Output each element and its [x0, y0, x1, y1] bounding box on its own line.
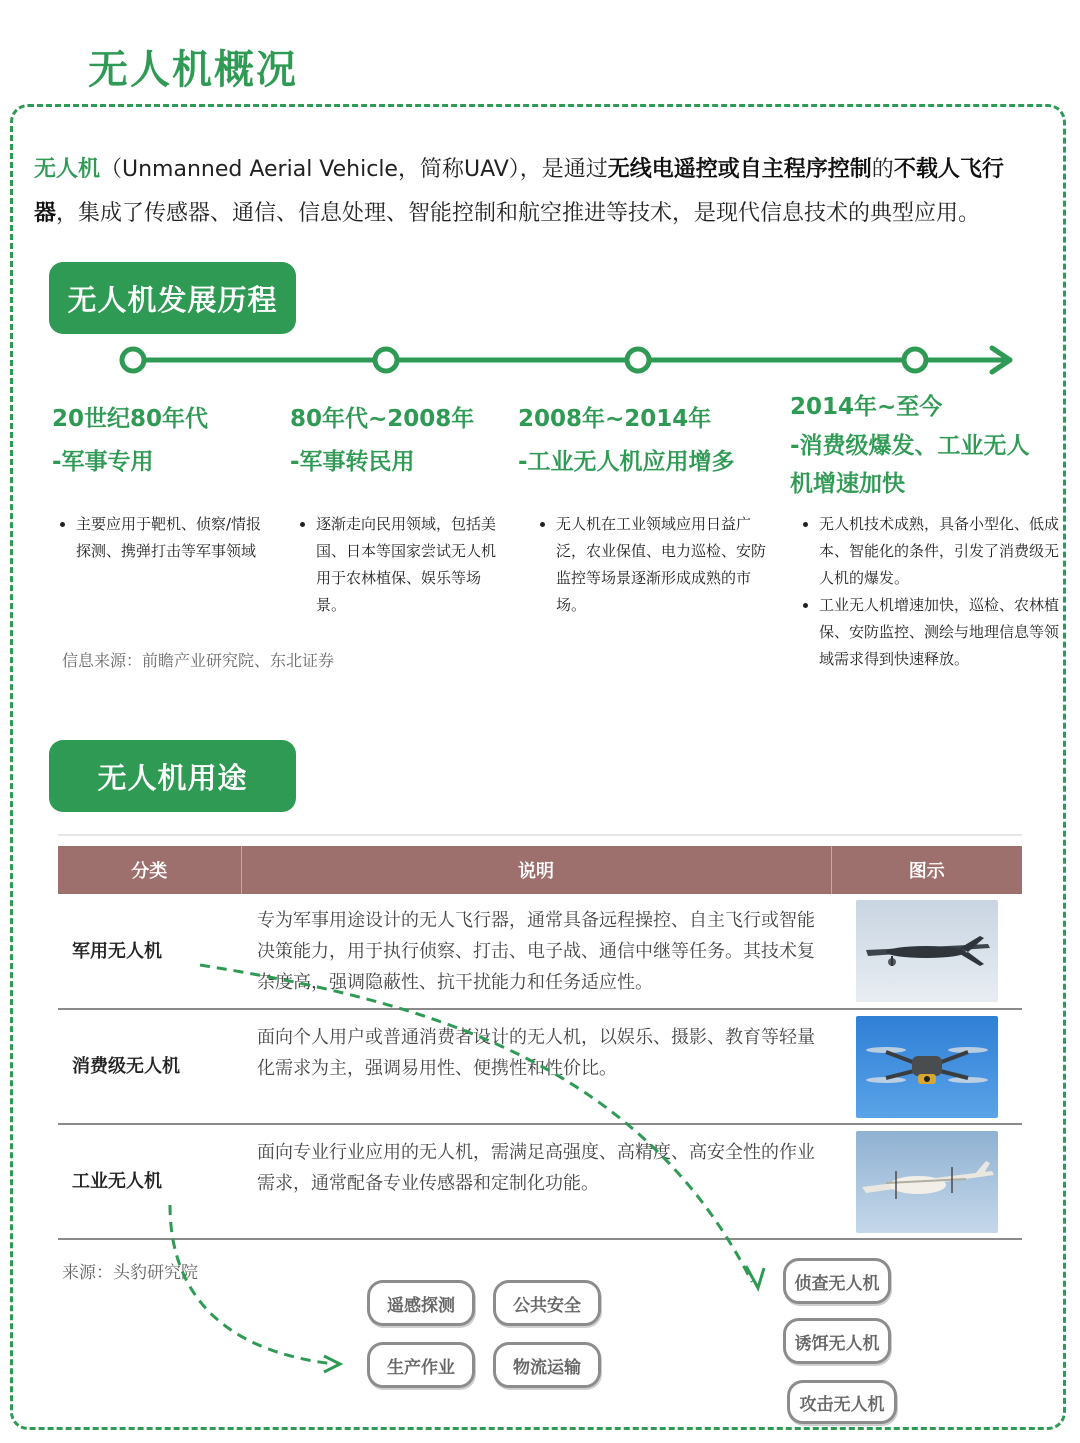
intro-term: 无人机 — [34, 157, 101, 182]
page-title: 无人机概况 — [88, 47, 298, 93]
column-header-category: 分类 — [58, 846, 241, 894]
row-category: 工业无人机 — [58, 1124, 241, 1239]
era-1-bullet: • 主要应用于靶机、侦察/情报探测、携弹打击等军事领域 — [76, 511, 264, 565]
row-description: 面向个人用户或普通消费者设计的无人机，以娱乐、摄影、教育等轻量化需求为主，强调易用性、便携性和性价比。 — [241, 1009, 831, 1124]
era-4-bullet-1: • 无人机技术成熟，具备小型化、低成本、智能化的条件，引发了消费级无人机的爆发。 — [819, 511, 1064, 592]
era-3-bullet: • 无人机在工业领域应用日益广泛，农业保值、电力巡检、安防监控等场景逐渐形成成熟的市场。 — [556, 511, 766, 619]
era-1-title: 20世纪80年代 — [52, 406, 209, 432]
row-category: 军用无人机 — [58, 894, 241, 1009]
column-header-description: 说明 — [241, 846, 831, 894]
intro-text-2: 的 — [871, 157, 894, 182]
history-source: 信息来源：前瞻产业研究院、东北证券 — [62, 651, 335, 670]
tag-logistics: 物流运输 — [493, 1342, 601, 1388]
intro-text-3: ，集成了传感器、通信、信息处理、智能控制和航空推进等技术，是现代信息技术的典型应用。 — [56, 201, 981, 226]
era-2-subtitle: -军事转民用 — [290, 449, 415, 475]
era-3-title: 2008年~2014年 — [518, 406, 712, 432]
era-4-bullet-2: • 工业无人机增速加快，巡检、农林植保、安防监控、测绘与地理信息等领域需求得到快速释放。 — [819, 592, 1064, 673]
industrial-connector-line — [170, 1205, 334, 1364]
tag-decoy-drone: 诱饵无人机 — [783, 1318, 891, 1364]
military-arrowhead-icon — [746, 1266, 764, 1288]
tag-remote-sensing: 遥感探测 — [367, 1280, 475, 1326]
era-1-subtitle: -军事专用 — [52, 449, 154, 475]
era-4-title: 2014年~至今 — [790, 394, 943, 420]
tag-public-safety: 公共安全 — [493, 1280, 601, 1326]
military-connector-line — [200, 965, 752, 1282]
era-3-subtitle: -工业无人机应用增多 — [518, 449, 735, 475]
history-heading: 无人机发展历程 — [49, 262, 296, 334]
intro-text-1: （Unmanned Aerial Vehicle，简称UAV），是通过 — [100, 157, 608, 182]
tag-production: 生产作业 — [367, 1342, 475, 1388]
tag-recon-drone: 侦查无人机 — [783, 1258, 891, 1304]
column-header-illustration: 图示 — [831, 846, 1022, 894]
row-description: 面向专业行业应用的无人机，需满足高强度、高精度、高安全性的作业需求，通常配备专业传感器和定制化功能。 — [241, 1124, 831, 1239]
tag-attack-drone: 攻击无人机 — [787, 1380, 897, 1424]
era-2-title: 80年代~2008年 — [290, 406, 475, 432]
era-4-subtitle: -消费级爆发、工业无人机增速加快 — [790, 433, 1030, 497]
intro-bold-2: 不载人飞行器 — [34, 157, 1004, 226]
row-category: 消费级无人机 — [58, 1009, 241, 1124]
usage-heading: 无人机用途 — [49, 740, 296, 812]
era-2-bullet: • 逐渐走向民用领域，包括美国、日本等国家尝试无人机用于农林植保、娱乐等场景。 — [316, 511, 501, 619]
usage-source: 来源：头豹研究院 — [62, 1263, 198, 1283]
intro-bold-1: 无线电遥控或自主程序控制 — [607, 157, 872, 182]
row-description: 专为军事用途设计的无人飞行器，通常具备远程操控、自主飞行或智能决策能力，用于执行侦察、打击、电子战、通信中继等任务。其技术复杂度高，强调隐蔽性、抗干扰能力和任务适应性。 — [241, 894, 831, 1009]
